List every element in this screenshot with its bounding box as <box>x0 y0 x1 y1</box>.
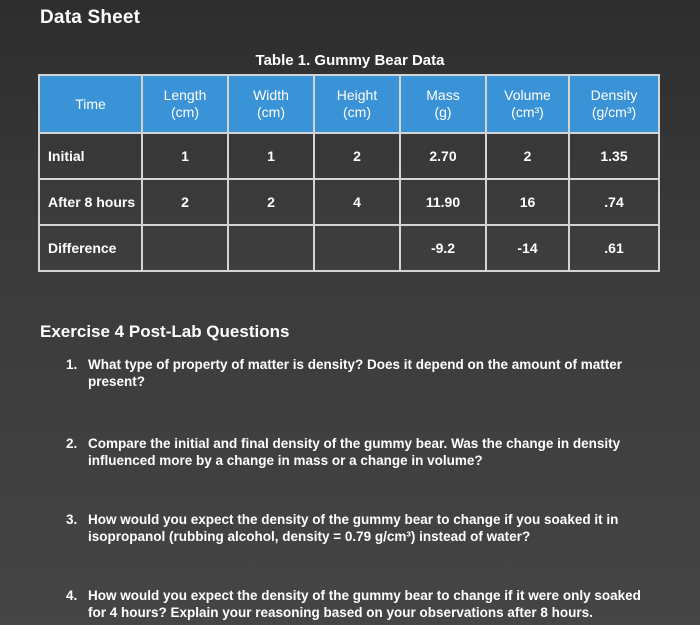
header-volume-label: Volume <box>504 87 551 103</box>
cell-density: 1.35 <box>569 133 659 179</box>
question-list <box>66 356 646 621</box>
cell-width <box>228 225 314 271</box>
gummy-bear-data-table <box>38 74 660 272</box>
header-height-label: Height <box>336 87 378 103</box>
question-item <box>66 511 646 545</box>
header-density-unit: (g/cm³) <box>591 104 637 120</box>
row-label: After 8 hours <box>39 179 142 225</box>
question-text: How would you expect the density of the gummy bear to change if you soaked it in isopropanol (rubbing alcohol, density = 0.79 g/cm³) instead of water? <box>88 512 619 544</box>
question-item <box>66 356 646 390</box>
header-time-label: Time <box>75 95 106 112</box>
table-row <box>39 133 659 179</box>
header-height-unit: (cm) <box>343 104 371 120</box>
cell-width: 2 <box>228 179 314 225</box>
header-volume <box>486 75 569 133</box>
cell-length <box>142 225 228 271</box>
header-height <box>314 75 400 133</box>
cell-mass: 11.90 <box>400 179 486 225</box>
header-width-label: Width <box>253 87 289 103</box>
table-header-row <box>39 75 659 133</box>
cell-density: .61 <box>569 225 659 271</box>
table-caption-text: Table 1. Gummy Bear Data <box>255 52 445 69</box>
question-number: 2. <box>66 436 78 451</box>
cell-density: .74 <box>569 179 659 225</box>
question-text: Compare the initial and final density of the gummy bear. Was the change in density influenced more by a change in mass or a change in volume? <box>88 436 621 468</box>
header-length-unit: (cm) <box>171 104 199 120</box>
header-width-unit: (cm) <box>257 104 285 120</box>
table-caption <box>0 52 700 69</box>
table-row <box>39 225 659 271</box>
cell-length: 1 <box>142 133 228 179</box>
cell-mass: -9.2 <box>400 225 486 271</box>
cell-volume: -14 <box>486 225 569 271</box>
header-mass-label: Mass <box>426 87 460 103</box>
sheet-title: Data Sheet <box>40 7 141 28</box>
question-item <box>66 587 646 621</box>
cell-mass: 2.70 <box>400 133 486 179</box>
header-time <box>39 75 142 133</box>
question-text: How would you expect the density of the gummy bear to change if it were only soaked for 4 hours? Explain your reasoning based on your observations after 8 hours. <box>88 588 641 620</box>
question-number: 1. <box>66 357 78 372</box>
cell-height: 2 <box>314 133 400 179</box>
question-text: What type of property of matter is density? Does it depend on the amount of matter present? <box>88 357 623 389</box>
cell-height <box>314 225 400 271</box>
row-label: Initial <box>39 133 142 179</box>
header-density-label: Density <box>590 87 638 103</box>
cell-width: 1 <box>228 133 314 179</box>
question-number: 4. <box>66 588 78 603</box>
cell-volume: 16 <box>486 179 569 225</box>
header-volume-unit: (cm³) <box>511 104 544 120</box>
header-mass <box>400 75 486 133</box>
header-mass-unit: (g) <box>434 104 452 120</box>
header-length-label: Length <box>163 87 207 103</box>
question-item <box>66 435 646 469</box>
cell-volume: 2 <box>486 133 569 179</box>
header-width <box>228 75 314 133</box>
header-density <box>569 75 659 133</box>
row-label: Difference <box>39 225 142 271</box>
cell-length: 2 <box>142 179 228 225</box>
table-row <box>39 179 659 225</box>
cell-height: 4 <box>314 179 400 225</box>
exercise-heading: Exercise 4 Post-Lab Questions <box>40 322 290 341</box>
question-number: 3. <box>66 512 78 527</box>
header-length <box>142 75 228 133</box>
